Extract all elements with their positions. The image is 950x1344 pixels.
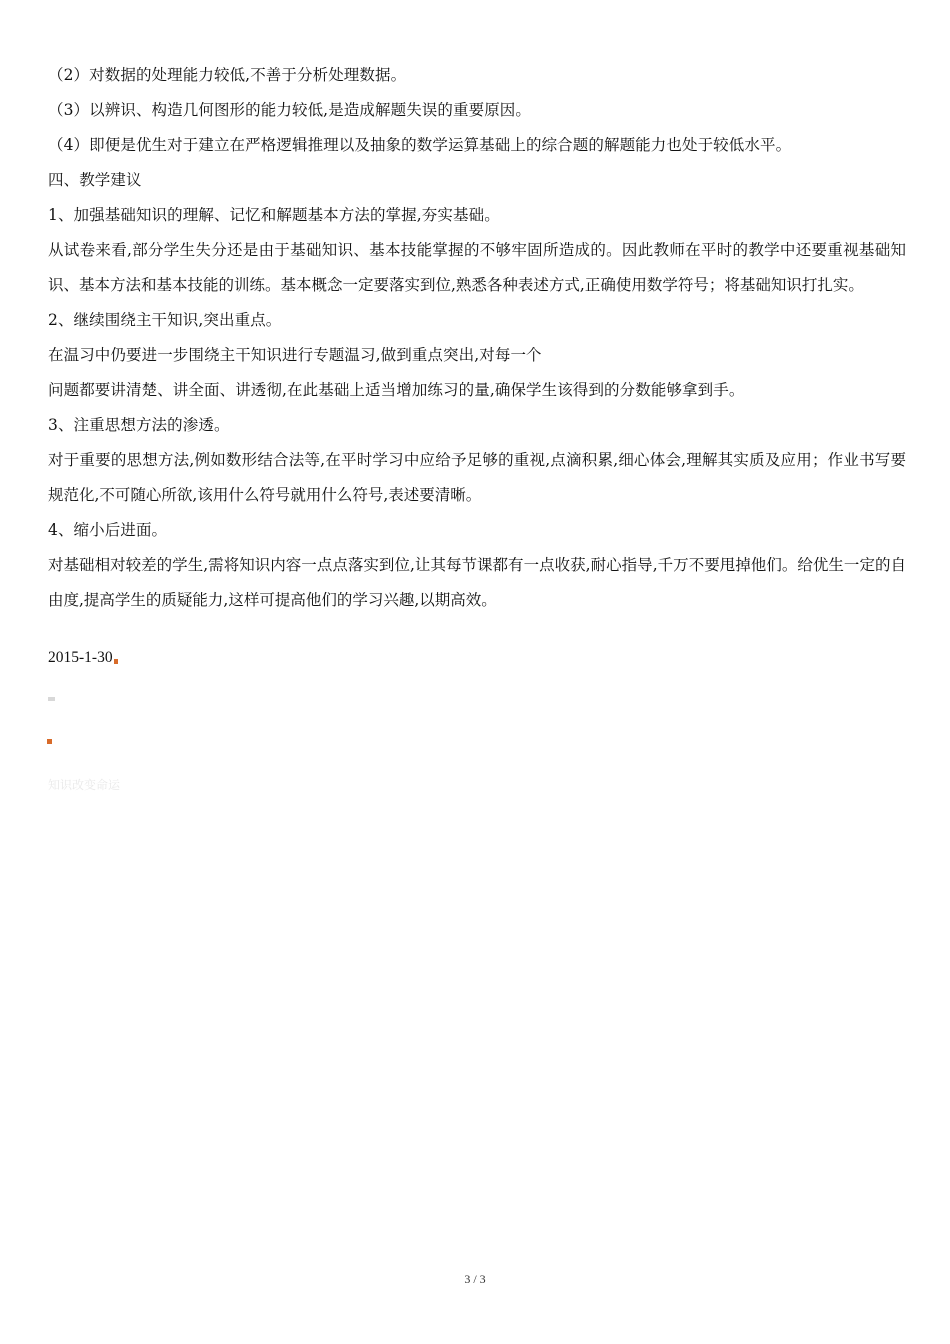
suggestion-paragraph-3: 对于重要的思想方法,例如数形结合法等,在平时学习中应给予足够的重视,点滴积累,细心体会,理解其实质及应用；作业书写要规范化,不可随心所欲,该用什么符号就用什么符号,表述要清晰。 bbox=[48, 451, 906, 504]
date-line bbox=[48, 640, 906, 675]
suggestion-paragraph-1: 从试卷来看,部分学生失分还是由于基础知识、基本技能掌握的不够牢固所造成的。因此教师在平时的教学中还要重视基础知识、基本方法和基本技能的训练。基本概念一定要落实到位,熟悉各种表述方式,正确使用数学符号；将基础知识打扎实。 bbox=[48, 241, 906, 294]
document-date: 2015-1-30 bbox=[48, 649, 113, 666]
list-item-2: （2）对数据的处理能力较低,不善于分析处理数据。 bbox=[48, 66, 407, 84]
gray-mark-icon bbox=[48, 686, 55, 705]
orange-square-icon bbox=[47, 739, 52, 744]
spacer bbox=[48, 618, 906, 640]
suggestion-heading-1: 1、加强基础知识的理解、记忆和解题基本方法的掌握,夯实基础。 bbox=[48, 206, 500, 224]
page-number: 3 / 3 bbox=[464, 1272, 486, 1286]
list-item-3: （3）以辨识、构造几何图形的能力较低,是造成解题失误的重要原因。 bbox=[48, 101, 531, 119]
suggestion-paragraph-4: 对基础相对较差的学生,需将知识内容一点点落实到位,让其每节课都有一点收获,耐心指导,千万不要甩掉他们。给优生一定的自由度,提高学生的质疑能力,这样可提高他们的学习兴趣,以期高效。 bbox=[48, 556, 906, 609]
orange-mark-icon bbox=[114, 659, 118, 664]
suggestion-paragraph-2a: 在温习中仍要进一步围绕主干知识进行专题温习,做到重点突出,对每一个 bbox=[48, 346, 542, 364]
document-body bbox=[48, 58, 906, 675]
list-item-4: （4）即便是优生对于建立在严格逻辑推理以及抽象的数学运算基础上的综合题的解题能力也处于较低水平。 bbox=[48, 136, 792, 154]
section-heading-teaching-suggestions: 四、教学建议 bbox=[48, 171, 142, 189]
suggestion-heading-4: 4、缩小后进面。 bbox=[48, 521, 168, 539]
watermark-text: 知识改变命运 bbox=[48, 778, 121, 792]
suggestion-paragraph-2b: 问题都要讲清楚、讲全面、讲透彻,在此基础上适当增加练习的量,确保学生该得到的分数能够拿到手。 bbox=[48, 381, 745, 399]
suggestion-heading-3: 3、注重思想方法的渗透。 bbox=[48, 416, 230, 434]
suggestion-heading-2: 2、继续围绕主干知识,突出重点。 bbox=[48, 311, 282, 329]
